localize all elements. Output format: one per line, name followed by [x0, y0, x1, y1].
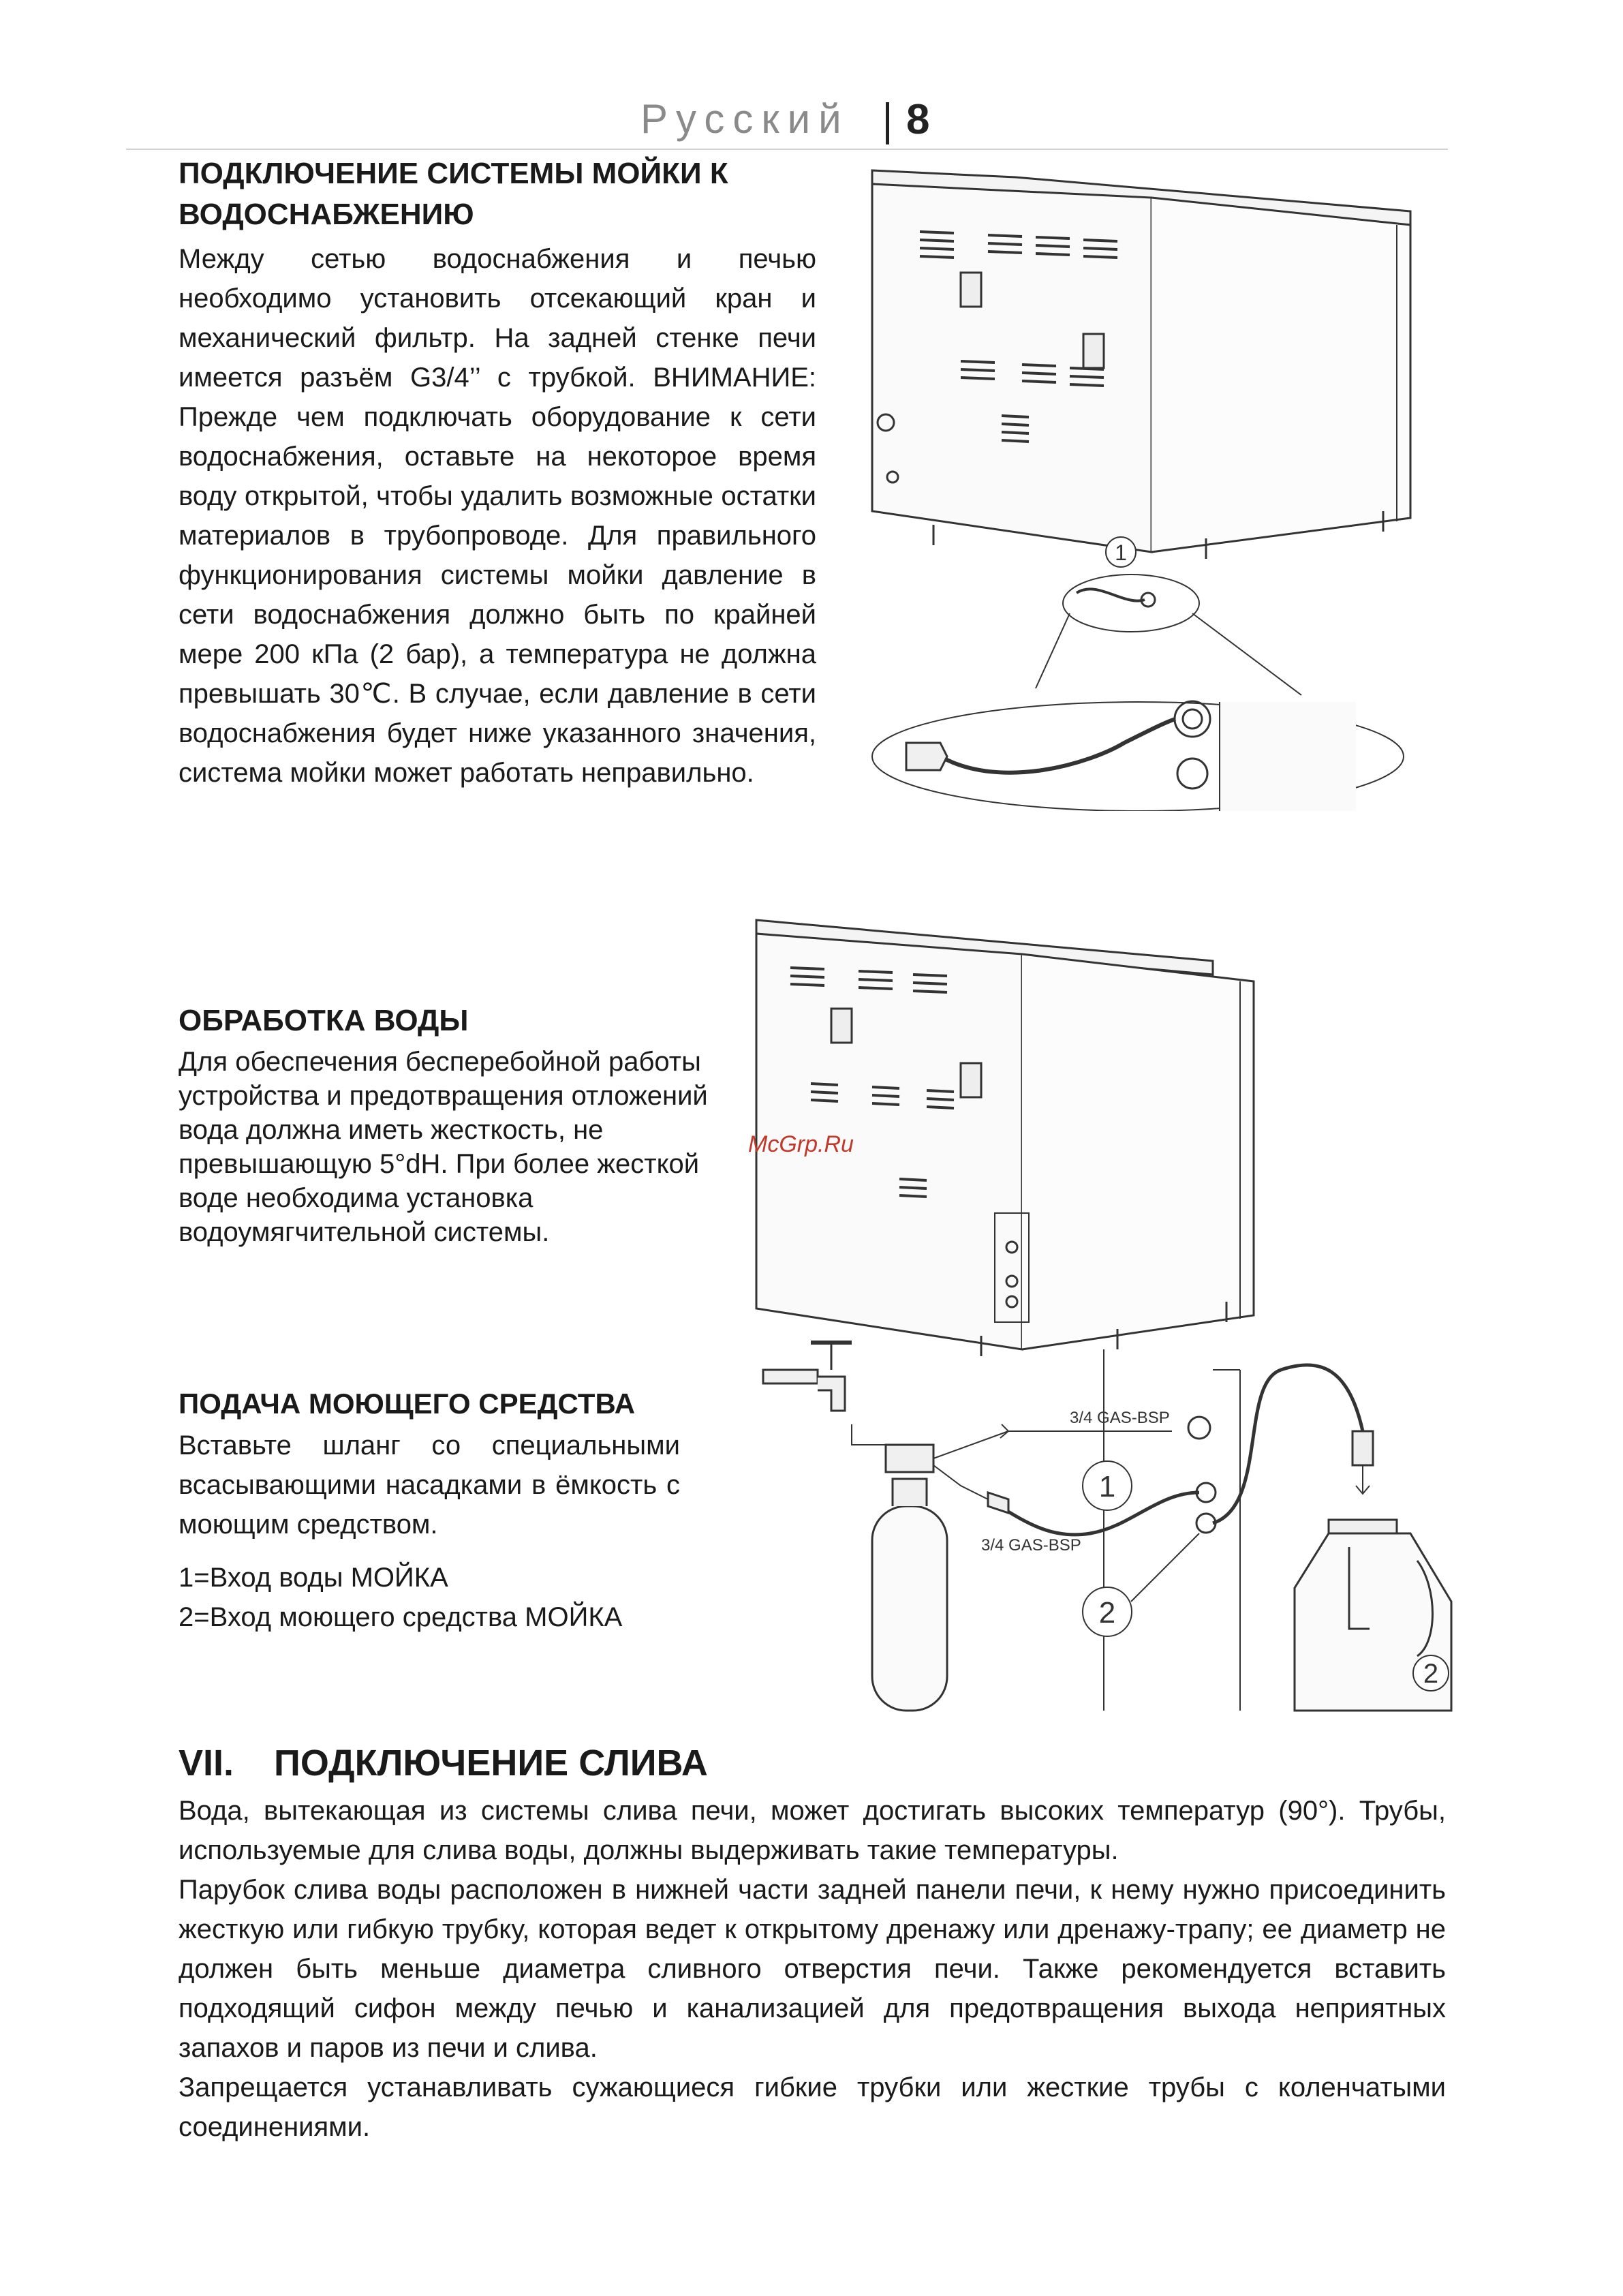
figure-oven-water-inlet: [865, 157, 1465, 811]
figure-oven-softener-detergent: [736, 906, 1472, 1731]
section-title-water-treatment: ОБРАБОТКА ВОДЫ: [179, 1004, 469, 1037]
header-divider: [886, 102, 889, 144]
section-heading-drain: ПОДКЛЮЧЕНИЕ СЛИВА: [274, 1743, 708, 1784]
figure-2-callout-2: 2: [1098, 1596, 1116, 1629]
drain-paragraph-2: Парубок слива воды расположен в нижней части задней панели печи, к нему нужно присоединить жесткую или гибкую трубку, которая ведет к открытому дренажу или дренажу-трапу; ее диаметр не должен быть меньше диаметра сливного отверстия печи. Также рекомендуется вставить подходящий сифон между печью и канализацией для предотвращения выхода неприятных запахов и паров из печи и слива.: [179, 1875, 1446, 2063]
header-language: Русский: [640, 96, 850, 142]
figure-2-callout-1: 1: [1098, 1470, 1116, 1503]
watermark: McGrp.Ru: [748, 1131, 854, 1157]
drain-paragraph-3: Запрещается устанавливать сужающиеся гибкие трубки или жесткие трубы с коленчатыми соединениями.: [179, 2072, 1446, 2142]
figure-1-callout: 1: [1115, 540, 1127, 565]
section-body-water-treatment: Для обеспечения бесперебойной работы устройства и предотвращения отложений вода должна иметь жесткость, не превышающую 5°dH. При более жесткой воде необходима установка водоумягчительной системы.: [179, 1047, 708, 1247]
figure-2-label-bottom: 3/4 GAS-BSP: [981, 1536, 1081, 1555]
drain-paragraph-1: Вода, вытекающая из системы слива печи, может достигать высоких температур (90°). Трубы, используемые для слива воды, должны выдерживать такие температуры.: [179, 1796, 1446, 1865]
section-number-drain: VII.: [179, 1743, 234, 1784]
header-rule: [126, 149, 1448, 150]
legend-item-2: 2=Вход моющего средства МОЙКА: [179, 1602, 623, 1632]
legend-item-1: 1=Вход воды МОЙКА: [179, 1563, 448, 1593]
page-number: 8: [906, 96, 930, 143]
figure-2-callout-canister: 2: [1423, 1659, 1439, 1689]
section-title-detergent: ПОДАЧА МОЮЩЕГО СРЕДСТВА: [179, 1388, 636, 1420]
section-title-drain: [179, 1738, 1201, 1788]
section-title-water-connection: ПОДКЛЮЧЕНИЕ СИСТЕМЫ МОЙКИ К ВОДОСНАБЖЕНИЮ: [179, 157, 728, 231]
section-body-drain: [179, 1791, 1446, 2147]
section-body-detergent: Вставьте шланг со специальными всасывающими насадками в ёмкость с моющим средством.: [179, 1430, 680, 1540]
figure-2-label-top: 3/4 GAS-BSP: [1070, 1409, 1170, 1427]
section-body-water-connection: Между сетью водоснабжения и печью необходимо установить отсекающий кран и механический фильтр. На задней стенке печи имеется разъём G3/4’’ с трубкой. ВНИМАНИЕ: Прежде чем подключать оборудование к сети водоснабжения, оставьте на некоторое время воду открытой, чтобы удалить возможные остатки материалов в трубопроводе. Для правильного функционирования системы мойки давление в сети водоснабжения должно быть по крайней мере 200 кПа (2 бар), а температура не должна превышать 30℃. В случае, если давление в сети водоснабжения будет ниже указанного значения, система мойки может работать неправильно.: [179, 244, 816, 788]
